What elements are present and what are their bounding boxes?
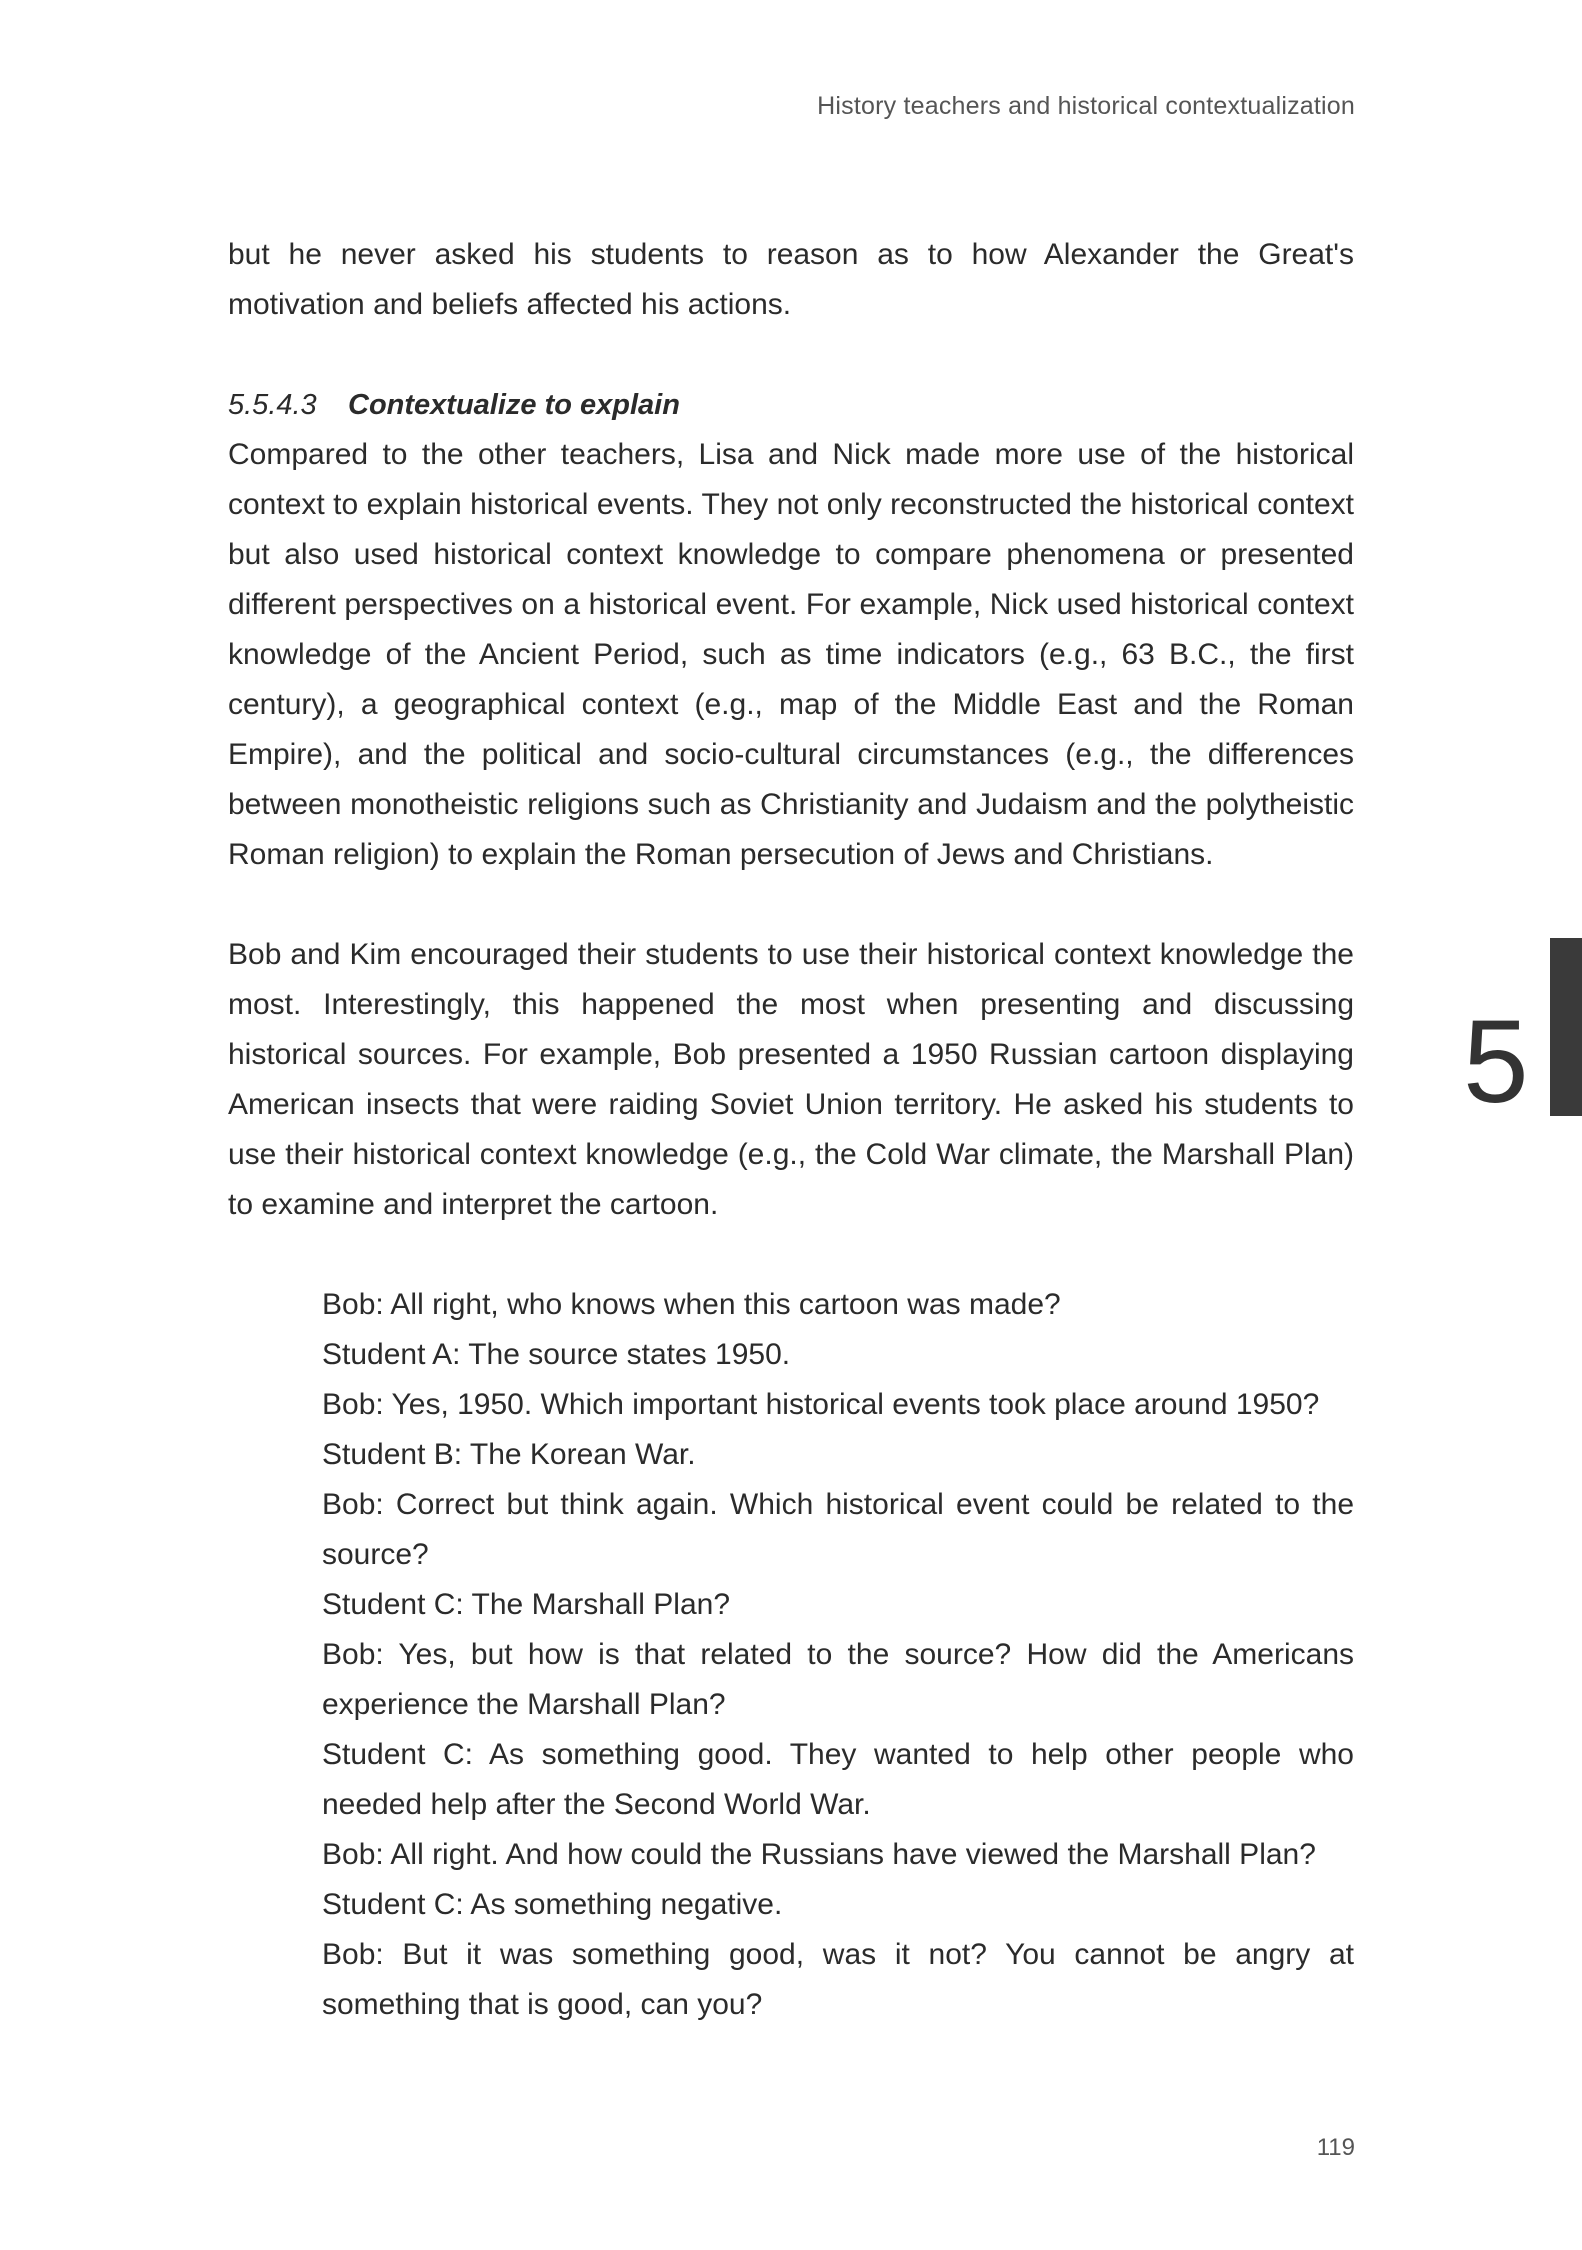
- dialogue-line: Student C: The Marshall Plan?: [322, 1588, 731, 1621]
- paragraph-bob-kim: Bob and Kim encouraged their students to use their historical context knowledge the most. Interestingly, this happened the most when presenting and discussing historical sources. For example, Bob presented a 1950 Russian cartoon displaying American insects that were raiding Soviet Union territory. He asked his students to use their historical context knowledge (e.g., the Cold War climate, the Marshall Plan) to examine and interpret the cartoon.: [228, 938, 1354, 1221]
- running-header: History teachers and historical contextualization: [817, 92, 1355, 120]
- chapter-thumb-tab: [1550, 938, 1582, 1116]
- dialogue-line: Student A: The source states 1950.: [322, 1338, 791, 1371]
- page-body: [228, 230, 1354, 2030]
- dialogue-line: Student C: As something negative.: [322, 1888, 783, 1921]
- page-number: 119: [1316, 2134, 1355, 2161]
- spacer: [228, 880, 1354, 930]
- dialogue-line: Bob: Yes, 1950. Which important historical events took place around 1950?: [322, 1388, 1320, 1421]
- classroom-dialogue: [228, 1280, 1354, 2030]
- dialogue-line: Bob: Yes, but how is that related to the source? How did the Americans experience the Marshall Plan?: [322, 1638, 1354, 1721]
- paragraph-contextualize-explain: Compared to the other teachers, Lisa and Nick made more use of the historical context to explain historical events. They not only reconstructed the historical context but also used historical context knowledge to compare phenomena or presented different perspectives on a historical event. For example, Nick used historical context knowledge of the Ancient Period, such as time indicators (e.g., 63 B.C., the first century), a geographical context (e.g., map of the Middle East and the Roman Empire), and the political and socio-cultural circumstances (e.g., the differences between monotheistic religions such as Christianity and Judaism and the polytheistic Roman religion) to explain the Roman persecution of Jews and Christians.: [228, 438, 1354, 871]
- section-number: 5.5.4.3: [228, 389, 317, 421]
- dialogue-line: Bob: All right, who knows when this cartoon was made?: [322, 1288, 1061, 1321]
- chapter-number-marker: 5: [1463, 996, 1529, 1128]
- section-heading: [228, 380, 1354, 430]
- dialogue-line: Student B: The Korean War.: [322, 1438, 696, 1471]
- dialogue-line: Bob: But it was something good, was it not? You cannot be angry at something that is good, can you?: [322, 1938, 1354, 2021]
- paragraph-continuation: but he never asked his students to reason as to how Alexander the Great's motivation and beliefs affected his actions.: [228, 238, 1354, 321]
- dialogue-line: Student C: As something good. They wanted to help other people who needed help after the Second World War.: [322, 1738, 1354, 1821]
- dialogue-line: Bob: Correct but think again. Which historical event could be related to the source?: [322, 1488, 1354, 1571]
- section-title: Contextualize to explain: [348, 389, 680, 421]
- spacer: [228, 330, 1354, 380]
- spacer: [228, 1230, 1354, 1280]
- dialogue-line: Bob: All right. And how could the Russians have viewed the Marshall Plan?: [322, 1838, 1316, 1871]
